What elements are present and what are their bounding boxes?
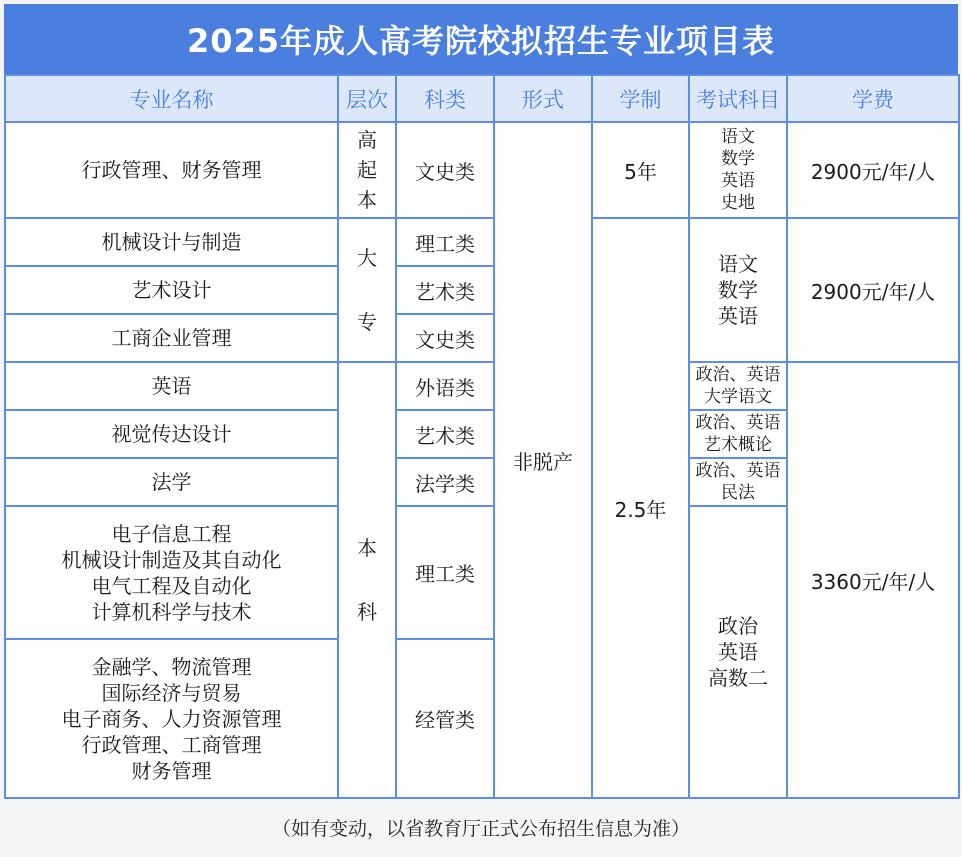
subjects-cell-gaoqiben: 语文 数学 英语 史地 xyxy=(689,122,787,218)
category-cell: 艺术类 xyxy=(396,410,494,458)
major-cell: 工商企业管理 xyxy=(5,314,338,362)
fee-cell-dazhuan: 2900元/年/人 xyxy=(787,218,959,362)
header-fee: 学费 xyxy=(787,75,959,122)
subjects-cell-general: 政治 英语 高数二 xyxy=(689,506,787,798)
fee-cell-benke: 3360元/年/人 xyxy=(787,362,959,798)
duration-cell-gaoqiben: 5年 xyxy=(592,122,689,218)
header-row xyxy=(5,75,959,122)
program-table xyxy=(4,74,960,799)
major-cell: 行政管理、财务管理 xyxy=(5,122,338,218)
category-cell: 理工类 xyxy=(396,218,494,266)
subjects-cell-dazhuan: 语文 数学 英语 xyxy=(689,218,787,362)
table-row xyxy=(5,122,959,218)
fee-cell-gaoqiben: 2900元/年/人 xyxy=(787,122,959,218)
category-cell: 文史类 xyxy=(396,122,494,218)
major-cell: 英语 xyxy=(5,362,338,410)
major-cell: 法学 xyxy=(5,458,338,506)
subjects-cell-law: 政治、英语 民法 xyxy=(689,458,787,506)
subjects-cell-english: 政治、英语 大学语文 xyxy=(689,362,787,410)
category-cell: 理工类 xyxy=(396,506,494,639)
header-form: 形式 xyxy=(494,75,592,122)
duration-cell-other: 2.5年 xyxy=(592,218,689,798)
table-row xyxy=(5,362,959,410)
footnote: （如有变动，以省教育厅正式公布招生信息为准） xyxy=(271,818,690,840)
header-subjects: 考试科目 xyxy=(689,75,787,122)
level-cell-dazhuan: 大 专 xyxy=(338,218,396,362)
category-cell: 艺术类 xyxy=(396,266,494,314)
level-cell-gaoqiben: 高 起 本 xyxy=(338,122,396,218)
table-row xyxy=(5,218,959,266)
form-cell: 非脱产 xyxy=(494,122,592,798)
header-level: 层次 xyxy=(338,75,396,122)
major-cell: 机械设计与制造 xyxy=(5,218,338,266)
category-cell: 外语类 xyxy=(396,362,494,410)
header-category: 科类 xyxy=(396,75,494,122)
category-cell: 经管类 xyxy=(396,639,494,798)
major-cell: 电子信息工程 机械设计制造及其自动化 电气工程及自动化 计算机科学与技术 xyxy=(5,506,338,639)
header-major: 专业名称 xyxy=(5,75,338,122)
category-cell: 法学类 xyxy=(396,458,494,506)
level-cell-benke: 本 科 xyxy=(338,362,396,798)
subjects-cell-design: 政治、英语 艺术概论 xyxy=(689,410,787,458)
category-cell: 文史类 xyxy=(396,314,494,362)
page-title: 2025年成人高考院校拟招生专业项目表 xyxy=(4,4,958,74)
major-cell: 金融学、物流管理 国际经济与贸易 电子商务、人力资源管理 行政管理、工商管理 财务管理 xyxy=(5,639,338,798)
major-cell: 视觉传达设计 xyxy=(5,410,338,458)
header-duration: 学制 xyxy=(592,75,689,122)
major-cell: 艺术设计 xyxy=(5,266,338,314)
